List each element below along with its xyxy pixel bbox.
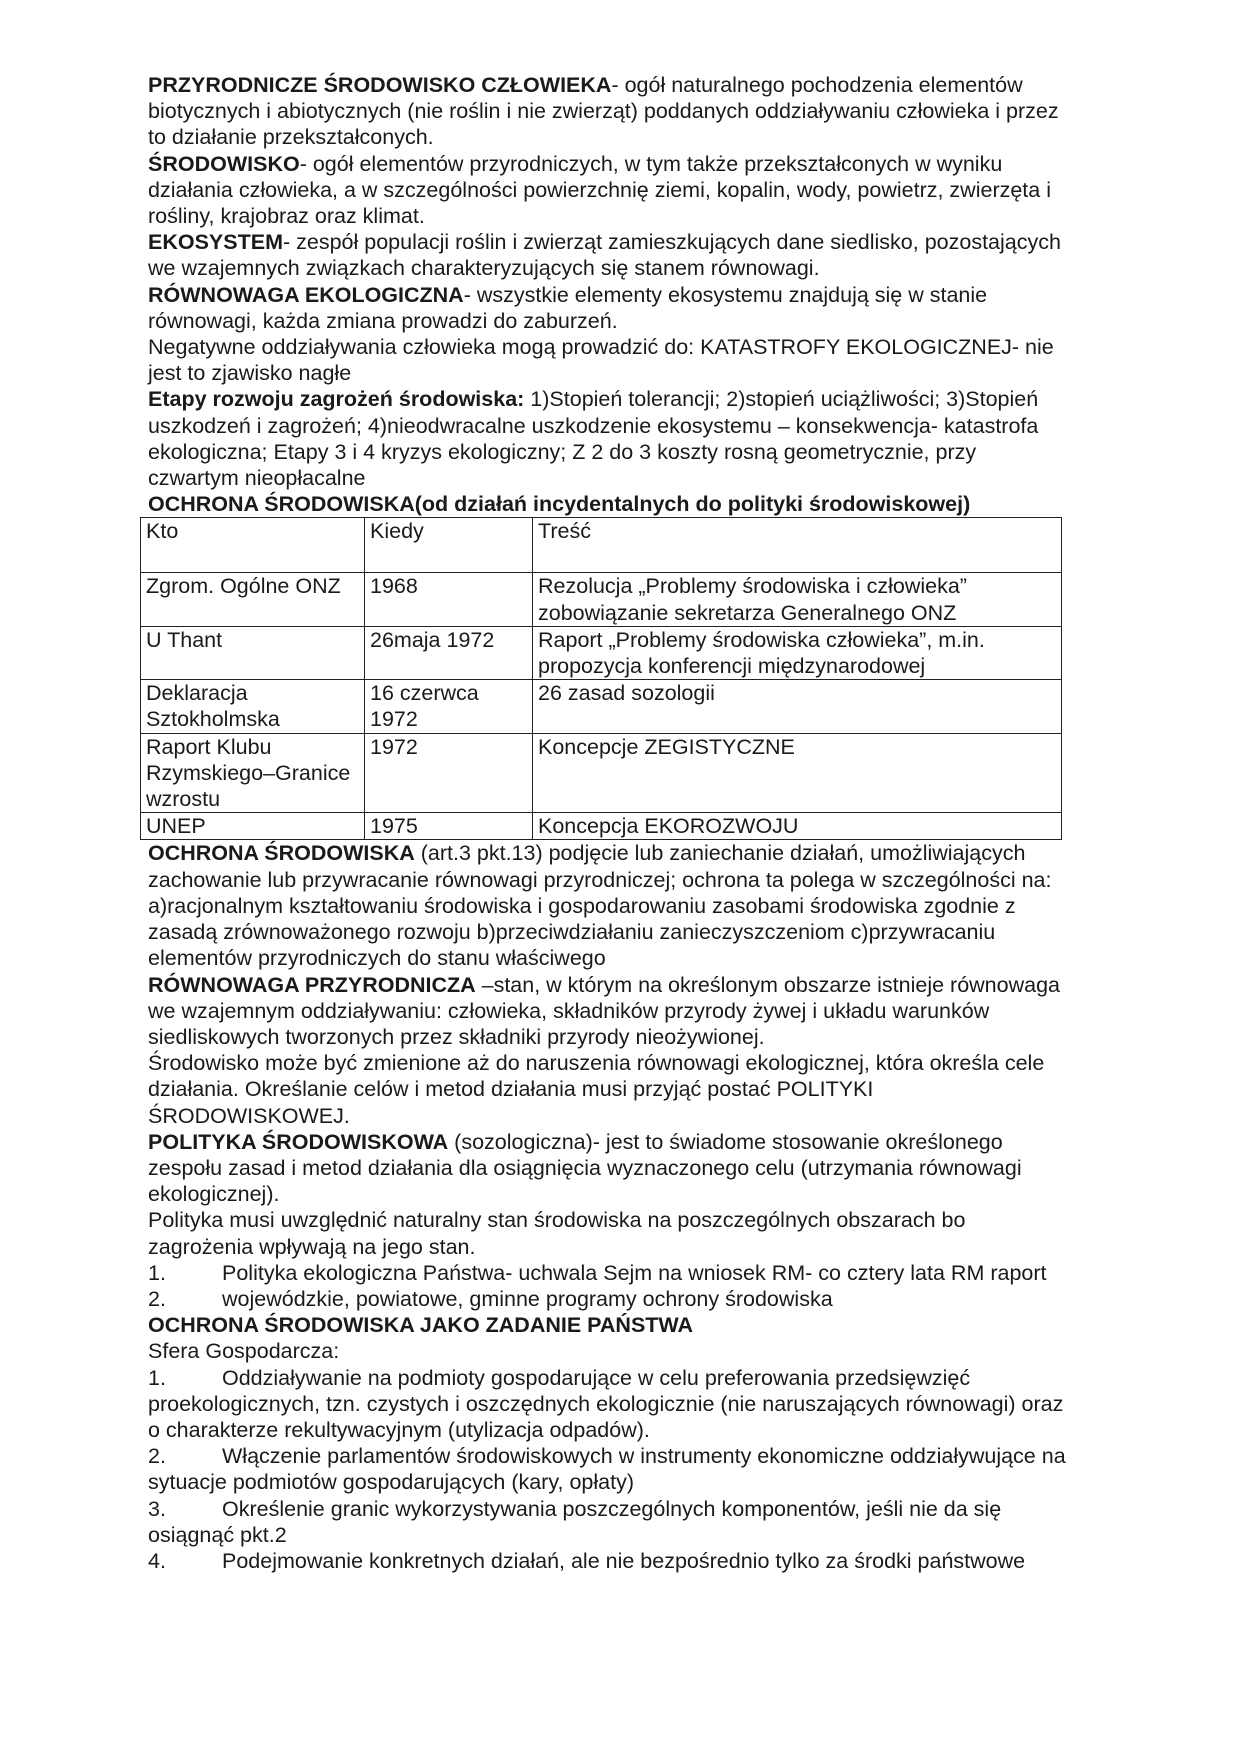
paragraph: Polityka musi uwzględnić naturalny stan środowiska na poszczególnych obszarach bo zagrożenia wpływają na jego stan. bbox=[148, 1208, 966, 1259]
table-cell: Rezolucja „Problemy środowiska i człowieka” zobowiązanie sekretarza Generalnego ONZ bbox=[533, 573, 1062, 626]
table-cell: 16 czerwca 1972 bbox=[365, 680, 533, 733]
paragraph-definition bbox=[148, 151, 1068, 230]
definition-text: - ogół elementów przyrodniczych, w tym także przekształconych w wyniku działania człowieka, a w szczególności powierzchnię ziemi, kopalin, wody, powietrz, zwierzęta i rośliny, krajobraz oraz klimat. bbox=[148, 151, 1051, 229]
paragraph-definition bbox=[148, 229, 1068, 281]
table-cell: 26maja 1972 bbox=[365, 626, 533, 679]
table-cell: Koncepcja EKOROZWOJU bbox=[533, 813, 1062, 840]
list-item bbox=[148, 1548, 1068, 1574]
list-number: 1. bbox=[148, 1260, 166, 1285]
list-number: 2. bbox=[148, 1286, 166, 1311]
term: RÓWNOWAGA EKOLOGICZNA bbox=[148, 282, 464, 307]
term: RÓWNOWAGA PRZYRODNICZA bbox=[148, 972, 476, 997]
paragraph-definition bbox=[148, 386, 1068, 491]
section-heading: OCHRONA ŚRODOWISKA JAKO ZADANIE PAŃSTWA bbox=[148, 1313, 694, 1338]
paragraph-definition bbox=[148, 1129, 1068, 1208]
table-header-row bbox=[141, 518, 1062, 573]
table-cell: U Thant bbox=[141, 626, 365, 679]
table-header-cell: Kto bbox=[141, 518, 365, 573]
term: PRZYRODNICZE ŚRODOWISKO CZŁOWIEKA bbox=[148, 73, 612, 97]
term: OCHRONA ŚRODOWISKA bbox=[148, 841, 415, 866]
table-cell: 1975 bbox=[365, 813, 533, 840]
table-title: OCHRONA ŚRODOWISKA(od działań incydentalnych do polityki środowiskowej) bbox=[148, 492, 971, 517]
table-cell: 1972 bbox=[365, 733, 533, 813]
table-cell: Raport Klubu Rzymskiego–Granice wzrostu bbox=[141, 733, 365, 813]
term: POLITYKA ŚRODOWISKOWA bbox=[148, 1129, 449, 1154]
definition-text: –stan, w którym na określonym obszarze istnieje równowaga we wzajemnym oddziaływaniu: człowieka, składników przyrody żywej i układu warunków siedliskowych tworzonych przez składniki przyrody nieożywionej. bbox=[148, 972, 1060, 1049]
list-number: 2. bbox=[148, 1444, 166, 1469]
table-cell: UNEP bbox=[141, 813, 365, 840]
table-row bbox=[141, 680, 1062, 733]
list-item bbox=[148, 1496, 1068, 1548]
list-number: 1. bbox=[148, 1365, 166, 1390]
term: Etapy rozwoju zagrożeń środowiska: bbox=[148, 387, 525, 412]
table-cell: Koncepcje ZEGISTYCZNE bbox=[533, 733, 1062, 813]
table-cell: Deklaracja Sztokholmska bbox=[141, 680, 365, 733]
paragraph-definition bbox=[148, 840, 1068, 971]
list-text: wojewódzkie, powiatowe, gminne programy ochrony środowiska bbox=[222, 1286, 833, 1311]
list-item bbox=[148, 1260, 1068, 1286]
list-text: Oddziaływanie na podmioty gospodarujące w celu preferowania przedsięwzięć proekologicznych, tzn. czystych i oszczędnych ekologicznie (nie naruszających równowagi) oraz o charakterze rekultywacyjnym (utylizacja odpadów). bbox=[148, 1365, 1064, 1442]
paragraph: Negatywne oddziaływania człowieka mogą prowadzić do: KATASTROFY EKOLOGICZNEJ- nie jest to zjawisko nagłe bbox=[148, 335, 1054, 386]
list-item bbox=[148, 1286, 1068, 1312]
table-cell: 1968 bbox=[365, 573, 533, 626]
paragraph-definition bbox=[148, 282, 1068, 334]
paragraph-definition bbox=[148, 972, 1068, 1051]
definition-text: - wszystkie elementy ekosystemu znajdują się w stanie równowagi, każda zmiana prowadzi do zaburzeń. bbox=[148, 282, 988, 333]
table-header-cell: Treść bbox=[533, 518, 1062, 573]
table-row bbox=[141, 573, 1062, 626]
table-row bbox=[141, 626, 1062, 679]
list-text: Określenie granic wykorzystywania poszczególnych komponentów, jeśli nie da się osiągnąć pkt.2 bbox=[148, 1496, 1002, 1547]
table-cell: Raport „Problemy środowiska człowieka”, m.in. propozycja konferencji międzynarodowej bbox=[533, 626, 1062, 679]
list-item bbox=[148, 1365, 1068, 1444]
definition-text: - zespół populacji roślin i zwierząt zamieszkujących dane siedlisko, pozostających we wzajemnych związkach charakteryzujących się stanem równowagi. bbox=[148, 230, 1061, 281]
paragraph: Środowisko może być zmienione aż do naruszenia równowagi ekologicznej, która określa cele działania. Określanie celów i metod działania musi przyjąć postać POLITYKI ŚRODOWISKOWEJ. bbox=[148, 1051, 1045, 1128]
term: EKOSYSTEM bbox=[148, 230, 283, 255]
list-text: Podejmowanie konkretnych działań, ale nie bezpośrednio tylko za środki państwowe bbox=[222, 1548, 1026, 1573]
list-text: Polityka ekologiczna Państwa- uchwala Sejm na wniosek RM- co cztery lata RM raport bbox=[222, 1260, 1047, 1285]
document-page bbox=[148, 72, 1068, 1574]
history-table bbox=[140, 517, 1062, 840]
table-row bbox=[141, 733, 1062, 813]
paragraph-definition bbox=[148, 72, 1068, 151]
table-cell: Zgrom. Ogólne ONZ bbox=[141, 573, 365, 626]
table-cell: 26 zasad sozologii bbox=[533, 680, 1062, 733]
definition-text: (art.3 pkt.13) podjęcie lub zaniechanie działań, umożliwiających zachowanie lub przywracanie równowagi przyrodniczej; ochrona ta polega w szczególności na: a)racjonalnym kształtowaniu środowiska i gospodarowaniu zasobami środowiska zgodnie z zasadą zrównoważonego rozwoju b)przeciwdziałaniu zanieczyszczeniom c)przywracaniu elementów przyrodniczych do stanu właściwego bbox=[148, 841, 1052, 971]
term: ŚRODOWISKO bbox=[148, 151, 300, 176]
table-header-cell: Kiedy bbox=[365, 518, 533, 573]
list-text: Włączenie parlamentów środowiskowych w instrumenty ekonomiczne oddziaływujące na sytuacje podmiotów gospodarujących (kary, opłaty) bbox=[148, 1444, 1066, 1495]
list-number: 4. bbox=[148, 1548, 166, 1573]
definition-text: (sozologiczna)- jest to świadome stosowanie określonego zespołu zasad i metod działania dla osiągnięcia wyznaczonego celu (utrzymania równowagi ekologicznej). bbox=[148, 1129, 1022, 1207]
definition-text: - ogół naturalnego pochodzenia elementów biotycznych i abiotycznych (nie roślin i nie zwierząt) poddanych oddziaływaniu człowieka i przez to działanie przekształconych. bbox=[148, 73, 1059, 150]
table-row bbox=[141, 813, 1062, 840]
list-number: 3. bbox=[148, 1496, 166, 1521]
subheading: Sfera Gospodarcza: bbox=[148, 1339, 340, 1364]
list-item bbox=[148, 1443, 1068, 1495]
definition-text: 1)Stopień tolerancji; 2)stopień uciążliwości; 3)Stopień uszkodzeń i zagrożeń; 4)nieodwracalne uszkodzenie ekosystemu – konsekwencja- katastrofa ekologiczna; Etapy 3 i 4 kryzys ekologiczny; Z 2 do 3 koszty rosną geometrycznie, przy czwartym nieopłacalne bbox=[148, 387, 1039, 491]
